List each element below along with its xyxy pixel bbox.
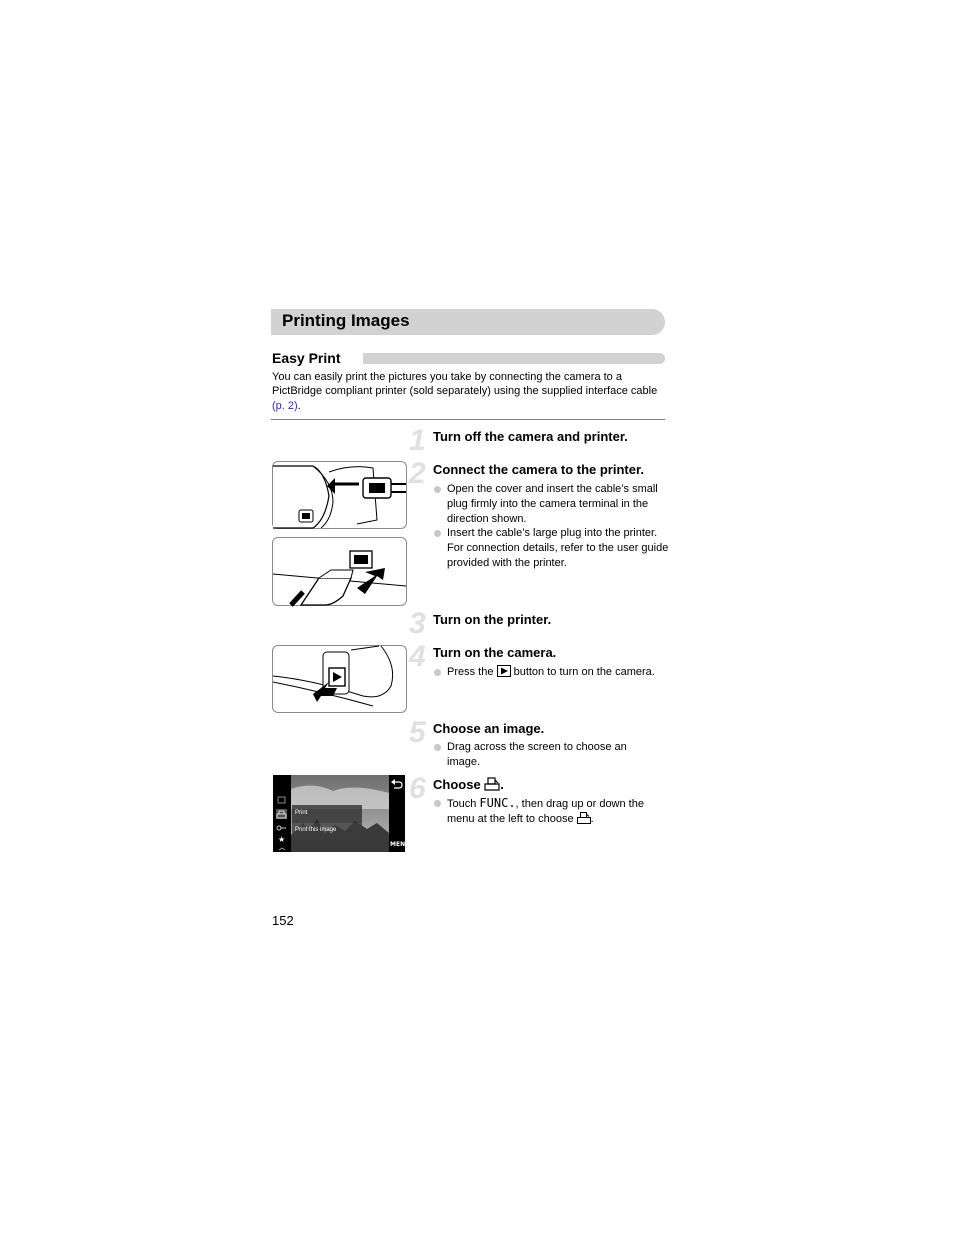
step-title-6 xyxy=(433,777,504,792)
step-number-4: 4 xyxy=(409,640,426,673)
step-title-4: Turn on the camera. xyxy=(433,645,557,660)
step-number-1: 1 xyxy=(409,424,426,457)
step-6-title-pre: Choose xyxy=(433,777,485,792)
printer-plug-illustration xyxy=(272,537,407,606)
step-5-bullet: Drag across the screen to choose an image. xyxy=(433,740,653,770)
section-title-bar xyxy=(271,309,665,335)
camera-back-icon xyxy=(273,646,406,712)
step-4-bullet-post: button to turn on the camera. xyxy=(510,666,655,678)
print-icon xyxy=(577,812,591,824)
step-2-bullet-1: Open the cover and insert the cable’s small plug firmly into the camera terminal in the direction shown. xyxy=(433,482,669,526)
step-number-5: 5 xyxy=(409,716,426,749)
menu-button[interactable]: MENU xyxy=(390,841,410,848)
step-4-bullet-pre: Press the xyxy=(447,666,497,678)
menu-title: Print xyxy=(295,810,308,816)
camera-screen xyxy=(273,775,410,852)
page-number: 152 xyxy=(272,913,294,928)
subsection-title: Easy Print xyxy=(272,350,341,366)
step-title-3: Turn on the printer. xyxy=(433,612,552,627)
step-6-bullet-pre: Touch xyxy=(447,798,480,810)
step-2-bullet-2: Insert the cable’s large plug into the printer. For connection details, refer to the user guide provided with the printer. xyxy=(433,526,669,570)
step-6-bullet xyxy=(433,796,665,827)
menu-item-label: Print this image xyxy=(295,827,337,833)
step-number-2: 2 xyxy=(409,457,426,490)
intro-end: . xyxy=(297,399,301,412)
side-menu-icons xyxy=(273,775,291,852)
step-6-title-post: . xyxy=(500,777,504,792)
menu-item-print-this-image[interactable] xyxy=(292,823,362,841)
camera-cable-icon xyxy=(273,462,406,528)
step-4-bullet xyxy=(433,665,673,680)
camera-terminal-illustration xyxy=(272,461,407,529)
step-title-5: Choose an image. xyxy=(433,721,545,736)
playback-button-illustration xyxy=(272,645,407,713)
menu-title-box xyxy=(292,805,362,823)
page-link[interactable]: (p. 2) xyxy=(272,399,298,412)
intro-paragraph xyxy=(272,370,664,413)
step-number-3: 3 xyxy=(409,607,426,640)
step-6-bullet-mid: , then drag up or down the menu at the left to choose xyxy=(447,798,644,825)
step-6-bullet-post: . xyxy=(590,812,594,825)
step-number-6: 6 xyxy=(409,772,426,805)
step-title-2: Connect the camera to the printer. xyxy=(433,462,644,477)
intro-text: You can easily print the pictures you take by connecting the camera to a PictBridge compliant printer (sold separately) using the supplied interface cable xyxy=(272,371,658,398)
svg-text:★: ★ xyxy=(278,835,286,844)
divider xyxy=(271,419,665,420)
printer-cable-icon xyxy=(273,538,406,605)
print-icon xyxy=(484,777,500,791)
func-label: FUNC. xyxy=(479,796,516,810)
step-title-1: Turn off the camera and printer. xyxy=(433,429,628,444)
playback-button-icon xyxy=(497,665,511,677)
section-title: Printing Images xyxy=(282,311,410,330)
subsection-bar xyxy=(363,353,665,364)
